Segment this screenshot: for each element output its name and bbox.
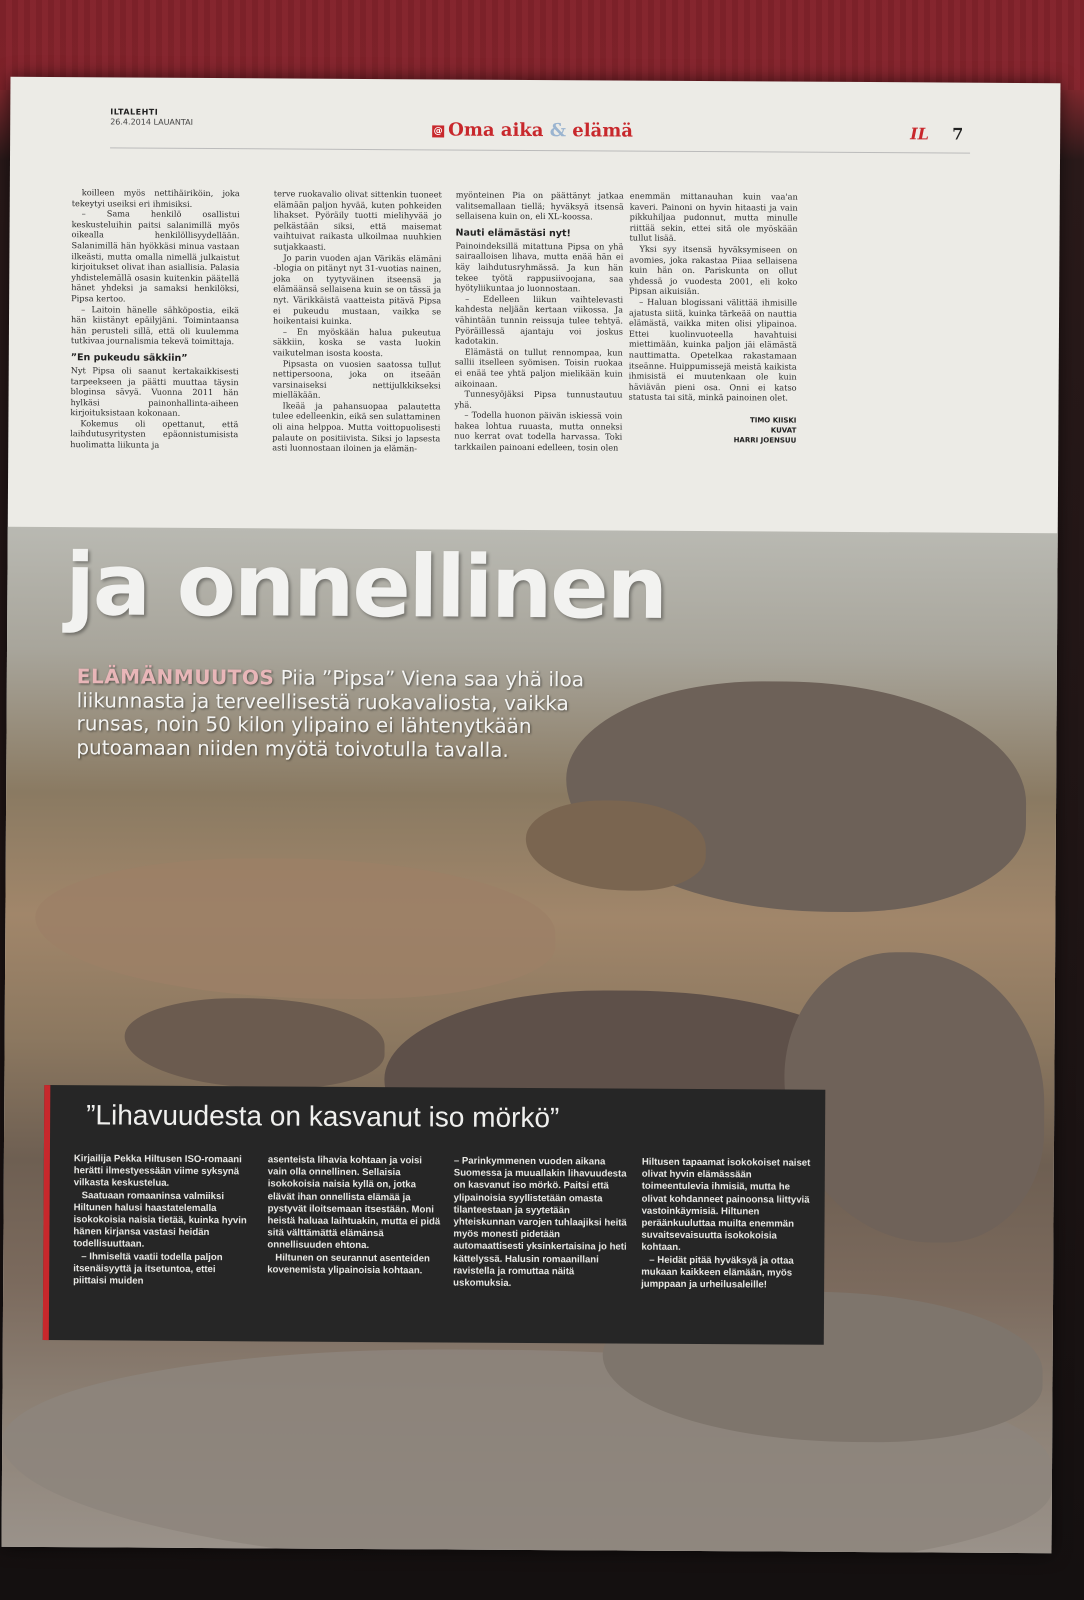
paragraph: – Heidät pitää hyväksyä ja ottaa mukaan kaikkeen elämään, myös jumppaan ja urheilusaleille! (641, 1254, 794, 1291)
section-title-part2: elämä (572, 120, 634, 142)
subheading: Nauti elämästäsi nyt! (455, 227, 571, 240)
issue-date: 26.4.2014 LAUANTAI (110, 117, 194, 127)
paragraph: – Ihmiseltä vaatii todella paljon itsenäisyyttä ja itsetuntoa, ettei piittaisi muiden (73, 1250, 223, 1287)
quote-column-2 (267, 1154, 443, 1277)
paragraph: Yksi syy itsensä hyväksymiseen on avomies, joka rakastaa Piiaa sellaisena kuin hän on. Pariskunta on ollut yhdessä jo vuodesta 2001, eli koko Pipsan aikuisiän. (629, 243, 798, 297)
paragraph: – Haluan blogissani välittää ihmisille ajatusta siitä, kuinka tärkeää on nauttia elämästä, vaikka miten olisi ylipainoa. Ettei kuolinvuoteella havahtuisi miettimään, kuinka paljon jäi elämästä nauttimatta. Opetelkaa rakastamaan itseänne. Huippumissejä meistä kaikista ihmisistä ei muutenkaan ole kuin häviävän pieni osa. Onni ei katso statusta tai sitä, minkä painoinen olet. (628, 296, 798, 403)
paragraph: Ikeää ja pahansuopaa palautetta tulee edelleenkin, eikä sen sulattaminen oli aina helppoa. Mutta voittopuolisesti palaute on positiivista. Siksi jo lapsesta asti luonnostaan iloinen ja elämän- (272, 400, 441, 454)
paragraph: asenteista lihavia kohtaan ja voisi vain olla onnellinen. Sellaisia isokokoisia naisia kyllä on, jotka elävät ihan onnellista elämää ja pystyvät iloitsemaan itsestään. Moni heistä haluaa laihtuakin, mutta ei pidä sitä välttämättä elämänsä onnellisuuden ehtona. (267, 1154, 441, 1252)
quote-column-4 (641, 1157, 817, 1292)
il-logo: IL (910, 124, 929, 144)
headline: ja onnellinen (65, 535, 667, 639)
paragraph: Kirjailija Pekka Hiltusen ISO-romaani herätti ilmestyessään viime syksynä vilkasta keskustelua. (73, 1153, 242, 1190)
masthead (110, 107, 970, 153)
paragraph: terve ruokavalio olivat sittenkin tuoneet elämään paljon hyvää, kuten pohkeiden lihakset. Pyöräily tuotti mielihyvää jo pelkästään siksi, että maisemat vaihtuivat raikasta ulkoilmaa nuuhkien sutjakkaasti. (273, 188, 442, 252)
paragraph: – Edelleen liikun vaihtelevasti kahdesta neljään kertaan viikossa. Ja vähintään tunnin reissuja tulee tehtyä. Pyöräillessä ajantaju voi joskus kadotakin. (454, 293, 624, 346)
byline (628, 414, 796, 445)
quote-column-3 (453, 1156, 629, 1291)
section-title-amp: & (549, 120, 567, 142)
sidebar-quote-box (43, 1085, 826, 1345)
quote-column-1 (73, 1153, 249, 1288)
deck-text-2: liikunnasta ja terveellisestä ruokavaliosta, vaikka (76, 687, 569, 715)
paragraph: Jo parin vuoden ajan Värikäs elämäni -blogia on pitänyt nyt 31-vuotias nainen, joka on tyytyväinen itseensä ja elämäänsä sellaisena kuin se on tässä ja nyt. Värikkäistä vaatteista pitävä Pipsa ei pukeudu mustaan, vaikka se hoikentaisi kuinka. (272, 252, 442, 327)
deck-text-3: runsas, noin 50 kilon ylipaino ei lähtenytkään (76, 711, 532, 739)
paragraph: Pipsasta on vuosien saatossa tullut nettipersoona, joka on itseään varsinaiseksi nettijulkkikseksi mielläkään. (272, 357, 441, 400)
red-tablecloth (0, 0, 1084, 90)
section-logo-icon: @ (433, 126, 443, 137)
article-column-3 (454, 190, 624, 454)
paragraph: – Sama henkilö osallistui keskusteluihin paitsi salanimillä myös oikealla henkilöllisyydellään. Salanimillä hän hyökkäsi minua vastaan ilkeästi, mutta omalla nimellä julkaistut kirjoitukset olivat ihan asiallisia. Palasia yhdistelemällä osasin kuitenkin päätellä hänet yhdeksi ja samaksi henkilöksi, Pipsa kertoo. (71, 208, 240, 304)
section-title (432, 119, 633, 141)
article-deck (76, 665, 697, 763)
paragraph: Elämästä on tullut rennompaa, kun sallii itselleen syömisen. Toisin ruokaa ei enää tee yhtä paljon mielikään kuin aikoinaan. (454, 346, 623, 389)
section-title-part1: Oma aika (448, 119, 544, 142)
deck-text-1: Piia ”Pipsa” Viena saa yhä iloa (274, 665, 585, 692)
paragraph: Painoindeksillä mitattuna Pipsa on yhä sairaalloisen lihava, mutta enää hän ei käy laihdutusryhmässä. Ja kun hän tekee työtä rappusiivoojana, saa hyötyliikuntaa jo luonnostaan. (455, 240, 624, 294)
article-column-4 (628, 191, 798, 446)
paragraph: Saatuaan romaaninsa valmiiksi Hiltunen halusi haastatelemalla isokokoisia naisia tietää, kuinka hyvin hänen kirjansa vastasi heidän todellisuuttaan. (73, 1189, 247, 1251)
subheading: ”En pukeudu säkkiin” (70, 352, 188, 364)
article-column-1 (70, 187, 240, 451)
paragraph: Hiltunen on seurannut asenteiden kovenemista ylipainoisia kohtaan. (267, 1252, 430, 1277)
paper-name: ILTALEHTI (110, 107, 159, 117)
paragraph: Hiltusen tapaamat isokokoiset naiset olivat hyvin elämässään toimeentulevia ihmisiä, mutta he olivat kohdanneet painoonsa liittyviä vastoinkäymisiä. Hiltunen peräänkuuluttaa muilta enemmän suvaitsevaisuutta isokokoisia kohtaan. (641, 1156, 811, 1254)
paragraph: Kokemus oli opettanut, että laihdutusyritysten epäonnistumisista huolimatta liikunta ja (70, 418, 239, 450)
deck-text-4: putoamaan niiden myötä toivotulla tavalla. (76, 734, 509, 762)
paragraph: myönteinen Pia on päättänyt jatkaa valitsemallaan tiellä; hyväksyä itsensä sellaisena kuin on, eli XL-koossa. (455, 189, 624, 222)
paragraph: Tunnesyöjäksi Pipsa tunnustautuu yhä. (454, 388, 623, 410)
paragraph: koilleen myös nettihäiriköin, joka tekeytyi useiksi eri ihmisiksi. (71, 187, 240, 209)
byline-author: TIMO KIISKI (749, 416, 797, 425)
article-column-2 (272, 188, 442, 454)
paragraph: – Todella huonon päivän iskiessä voin hakea lohtua ruuasta, mutta onneksi nuo kerrat ovat todella harvassa. Toki tarkkailen painoani edelleen, tosin olen (454, 409, 623, 453)
paragraph: – Laitoin hänelle sähköpostia, eikä hän kiistänyt epäilyjäni. Toimintaansa hän perusteli sillä, että oli kuulemma tutkivaa journalismia tekevä toimittaja. (70, 303, 240, 347)
quote-box-title: ”Lihavuudesta on kasvanut iso mörkö” (86, 1099, 560, 1134)
page-number: 7 (952, 124, 964, 144)
byline-photo-label: KUVAT (770, 426, 797, 435)
deck-kicker: ELÄMÄNMUUTOS (76, 664, 275, 690)
newspaper-page (2, 77, 1061, 1553)
paragraph: – Parinkymmenen vuoden aikana Suomessa ja muuallakin lihavuudesta on kasvanut iso mörkö. Paitsi että ylipainoisia syyllistetään omasta tilanteestaan ja syytetään yhteiskunnan varojen tuhlaajiksi heitä myös monesti pidetään automaattisesti yksinkertaisina jo heti kättelyssä. Halusin romaanillani ravistella ja romuttaa näitä uskomuksia. (453, 1155, 627, 1289)
paragraph: – En myöskään halua pukeutua säkkiin, koska se vasta luokin vaikutelman isosta koosta. (272, 326, 441, 358)
paragraph: enemmän mittanauhan kuin vaa'an kaveri. Painoni on hyvin hitaasti ja vain pikkuhiljaa pudonnut, mutta minulle riittää sekin, ettei sitä ole myöskään tullut lisää. (629, 190, 798, 244)
byline-photographer: HARRI JOENSUU (733, 436, 797, 445)
paragraph: Nyt Pipsa oli saanut kertakaikkisesti tarpeekseen ja päätti muuttaa täysin bloginsa sävyä. Vuonna 2011 hän hylkäsi painonhallinta-aiheen kirjoituksistaan kokonaan. (70, 365, 239, 419)
